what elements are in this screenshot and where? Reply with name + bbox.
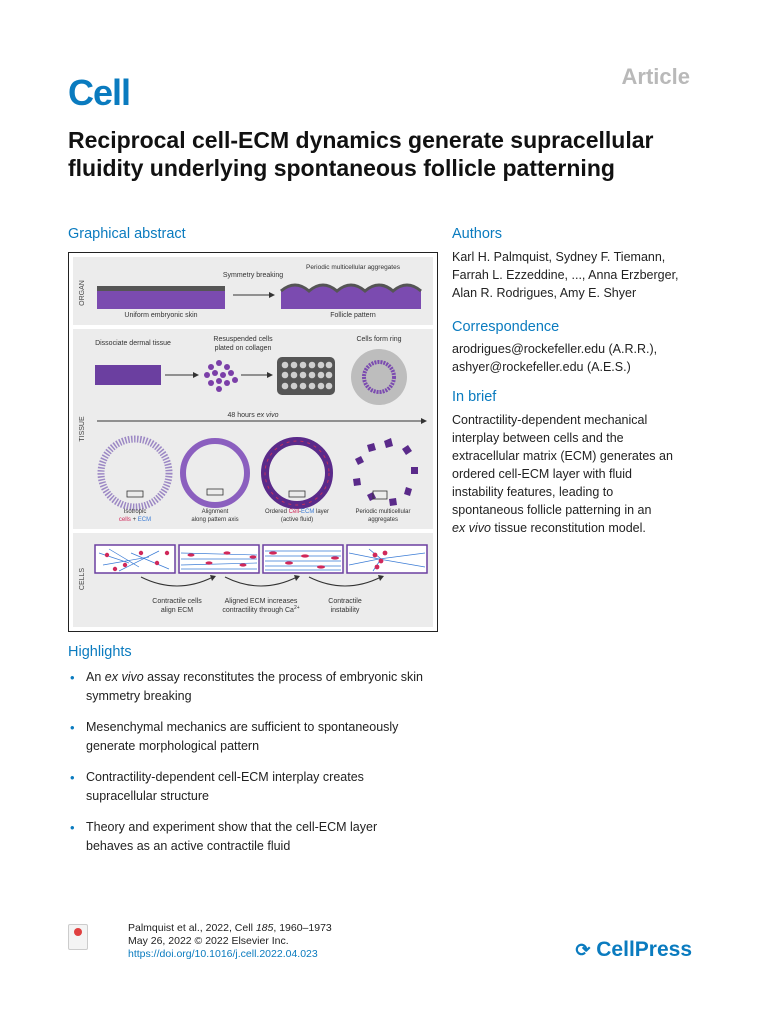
citation-block (128, 922, 332, 961)
stage1-caption-2: cells + ECM (118, 517, 152, 523)
date-line: May 26, 2022 © 2022 Elsevier Inc. (128, 935, 289, 947)
resuspended-label-1: Resuspended cells (213, 336, 273, 343)
graphical-abstract-figure (68, 252, 438, 632)
cells-form-ring-label: Cells form ring (356, 336, 402, 343)
doi-link[interactable]: https://doi.org/10.1016/j.cell.2022.04.023 (128, 948, 318, 960)
cell-strip-3 (263, 545, 343, 573)
cellpress-mark-icon: ⟳ (575, 940, 591, 960)
resuspended-label-2: plated on collagen (214, 345, 272, 352)
cells-cap2-2: contractility through $Ca^{2+}$ (222, 605, 300, 614)
periodic-aggregates-label: Periodic multicellular aggregates (306, 264, 400, 271)
follicle-pattern-caption: Follicle pattern (330, 312, 376, 319)
stage4-caption-2: aggregates (367, 517, 399, 523)
cells-cap2-1: Aligned ECM increases (224, 598, 298, 605)
in-brief-heading: In brief (452, 389, 497, 405)
tissue-row-label: TISSUE (79, 416, 86, 442)
uniform-skin-dermis (97, 291, 225, 309)
highlight-item: • Mesenchymal mechanics are sufficient to spontaneously generate morphological pattern (70, 720, 399, 753)
bullet-icon: • (70, 670, 75, 685)
crossmark-icon[interactable] (68, 924, 88, 950)
email-line[interactable]: ashyer@rockefeller.edu (A.E.S.) (452, 360, 631, 374)
dermal-tissue-block (95, 365, 161, 385)
authors-line: Karl H. Palmquist, Sydney F. Tiemann, (452, 250, 666, 264)
correspondence-heading: Correspondence (452, 319, 560, 335)
authors-list (452, 248, 679, 302)
in-brief-line: extracellular matrix (ECM) generates an (452, 449, 673, 463)
bullet-icon: • (70, 720, 75, 735)
organ-row-label: ORGAN (79, 280, 86, 306)
dissociate-label: Dissociate dermal tissue (95, 340, 171, 347)
article-title: Reciprocal cell-ECM dynamics generate supracellular fluidity underlying spontaneous follicle patterning (68, 127, 654, 181)
in-brief-line: ex vivo tissue reconstitution model. (452, 521, 646, 535)
bullet-icon: • (70, 820, 75, 835)
email-line[interactable]: arodrigues@rockefeller.edu (A.R.R.), (452, 342, 658, 356)
authors-line: Farrah L. Ezzeddine, ..., Anna Erzberger, (452, 268, 679, 282)
stage3-caption-2: (active fluid) (280, 517, 314, 523)
cells-cap3-2: instability (330, 607, 360, 614)
in-brief-line: ordered cell-ECM layer with fluid (452, 467, 632, 481)
symmetry-label: Symmetry breaking (222, 272, 284, 279)
in-brief-line: interplay between cells and the (452, 431, 624, 445)
stage2-caption-1: Alignment (201, 509, 229, 515)
stage4-caption-1: Periodic multicellular (355, 509, 411, 515)
cell-strip-1 (95, 545, 175, 573)
in-brief-line: instability features, leading to (452, 485, 614, 499)
uniform-skin-epidermis (97, 286, 225, 291)
authors-line: Alan R. Rodrigues, Amy E. Shyer (452, 286, 637, 300)
correspondence-emails[interactable] (452, 340, 657, 376)
bullet-icon: • (70, 770, 75, 785)
article-type-label: Article (621, 64, 690, 89)
ring-dish (351, 349, 407, 405)
highlight-item: • Theory and experiment show that the cell-ECM layer behaves as an active contractile fluid (70, 820, 378, 853)
stage3-caption-1: Ordered Cell-ECM layer (264, 509, 330, 515)
highlight-item: • Contractility-dependent cell-ECM interplay creates supracellular structure (70, 770, 364, 803)
cell-strip-2 (179, 545, 259, 573)
cellpress-logo: ⟳ CellPress (575, 938, 692, 961)
stage2-caption-2: along pattern axis (191, 517, 239, 523)
follicle-pattern-dermis (281, 285, 421, 309)
cells-cap1-2: align ECM (160, 607, 194, 614)
in-brief-line: spontaneous follicle patterning in an (452, 503, 652, 517)
in-brief-text (452, 411, 673, 537)
authors-heading: Authors (452, 226, 502, 242)
citation-line: Palmquist et al., 2022, Cell 185, 1960–1973 (128, 922, 332, 934)
timeline-label: 48 hours ex vivo (227, 412, 279, 419)
highlights-heading: Highlights (68, 644, 132, 660)
journal-logo: Cell (68, 72, 131, 113)
cells-row-label: CELLS (79, 567, 86, 591)
cell-strip-4 (347, 545, 427, 573)
in-brief-line: Contractility-dependent mechanical (452, 413, 648, 427)
highlight-item: • An ex vivo assay reconstitutes the process of embryonic skin symmetry breaking (70, 670, 423, 703)
stage1-caption-1: Isotropic (123, 509, 147, 515)
graphical-abstract-heading: Graphical abstract (68, 226, 186, 242)
uniform-skin-caption: Uniform embryonic skin (124, 312, 198, 319)
cells-cap3-1: Contractile (328, 598, 362, 605)
cells-cap1-1: Contractile cells (152, 598, 202, 605)
graphical-abstract-svg (69, 253, 437, 631)
highlights-list (68, 668, 448, 868)
